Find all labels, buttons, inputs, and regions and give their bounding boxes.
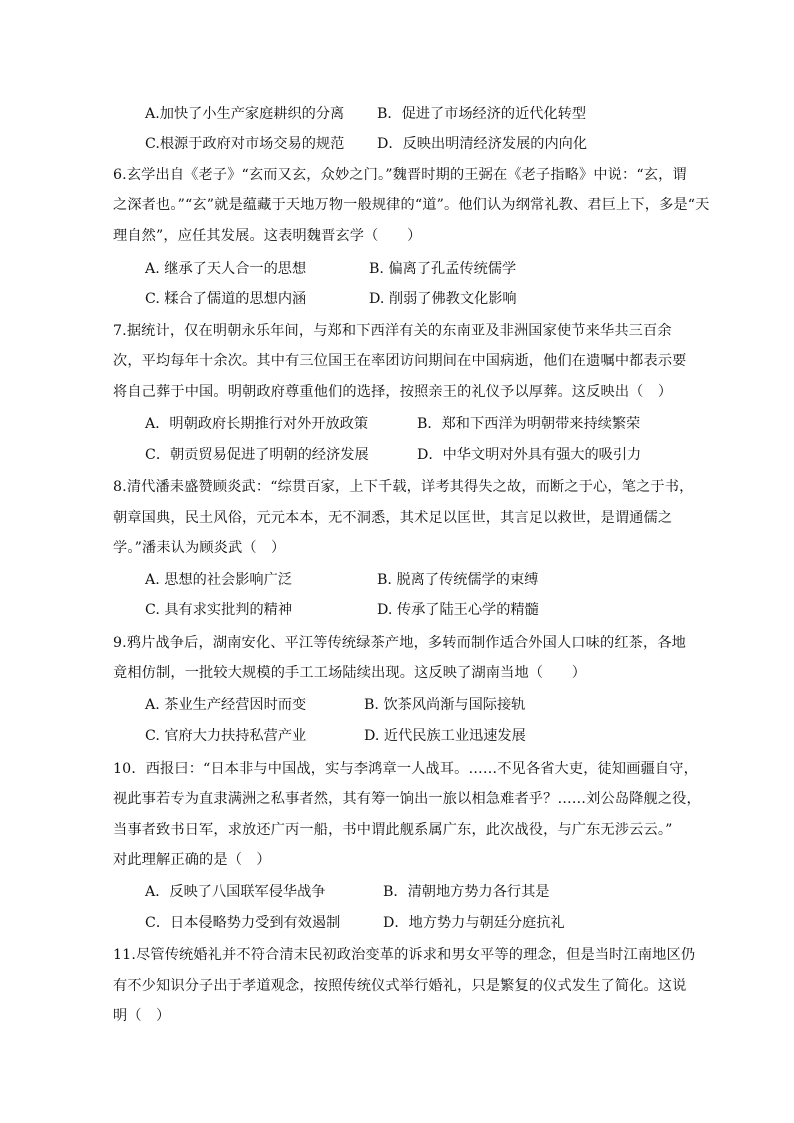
q7-option-c: C．朝贡贸易促进了明朝的经济发展: [145, 447, 369, 463]
q10-option-a: A．反映了八国联军侵华战争: [145, 884, 326, 900]
q8-option-d: D. 传承了陆王心学的精髓: [377, 602, 539, 618]
q6-option-b: B. 偏离了孔孟传统儒学: [369, 261, 517, 277]
q9-option-a: A. 茶业生产经营因时而变: [145, 697, 307, 713]
q7-option-d: D．中华文明对外具有强大的吸引力: [417, 447, 642, 463]
q6-option-d: D. 削弱了佛教文化影响: [369, 291, 517, 307]
q10-stem-line-3: 当事者致书日军，求放还广丙一船，书中谓此舰系属广东，此次战役，与广东无涉云云。”: [113, 822, 673, 838]
q5-option-c: C.根源于政府对市场交易的规范: [145, 136, 345, 152]
q9-stem-line-2: 竟相仿制，一批较大规模的手工工场陆续出现。这反映了湖南当地（ ）: [113, 665, 587, 681]
q9-option-c: C. 官府大力扶持私营产业: [145, 728, 307, 744]
q8-option-a: A. 思想的社会影响广泛: [145, 572, 292, 588]
q5-option-a: A.加快了小生产家庭耕织的分离: [145, 106, 345, 122]
q5-option-d: D．反映出明清经济发展的内向化: [377, 136, 588, 152]
q8-stem-line-2: 朝章国典，民土风俗，元元本本，无不洞悉，其术足以匡世，其言足以救世，是谓通儒之: [113, 510, 673, 526]
q7-stem-line-2: 次，平均每年十余次。其中有三位国王在率团访问期间在中国病逝，他们在遗嘱中都表示要: [113, 353, 687, 369]
q10-option-c: C．日本侵略势力受到有效遏制: [145, 915, 341, 931]
q10-stem-line-2: 视此事若专为直隶满洲之私事者然，其有筹一饷出一旅以相急难者乎？……刘公岛降舰之役，: [113, 791, 701, 807]
q6-stem-line-2: 之深者也。”“玄”就是蕴藏于天地万物一般规律的“道”。他们认为纲常礼教、君巨上下，多是“天: [113, 197, 710, 213]
q11-stem-line-2: 有不少知识分子出于孝道观念，按照传统仪式举行婚礼，只是繁复的仪式发生了简化。这说: [113, 978, 687, 994]
q6-stem-line-3: 理自然”，应任其发展。这表明魏晋玄学（ ）: [113, 228, 422, 244]
q11-stem-line-1: 11.尽管传统婚礼并不符合清末民初政治变革的诉求和男女平等的理念，但是当时江南地区仍: [113, 947, 696, 963]
q9-stem-line-1: 9.鸦片战争后，湖南安化、平江等传统绿茶产地，多转而制作适合外国人口味的红茶，各地: [113, 635, 687, 651]
q7-option-a: A．明朝政府长期推行对外开放政策: [145, 416, 369, 432]
q6-option-c: C. 糅合了儒道的思想内涵: [145, 291, 307, 307]
q7-option-b: B．郑和下西洋为明朝带来持续繁荣: [417, 416, 641, 432]
q11-stem-line-3: 明（ ）: [113, 1008, 171, 1024]
q10-option-b: B．清朝地方势力各行其是: [383, 884, 550, 900]
q5-option-b: B．促进了市场经济的近代化转型: [377, 106, 587, 122]
q8-stem-line-1: 8.清代潘耒盛赞顾炎武：“综贯百家，上下千载，详考其得失之故，而断之于心，笔之于书，: [113, 479, 694, 495]
q8-stem-line-3: 学。”潘耒认为顾炎武（ ）: [113, 540, 286, 556]
q7-stem-line-3: 将自己葬于中国。明朝政府尊重他们的选择，按照亲王的礼仪予以厚葬。这反映出（ ）: [113, 384, 673, 400]
q6-option-a: A. 继承了天人合一的思想: [145, 261, 307, 277]
q9-option-d: D. 近代民族工业迅速发展: [364, 728, 526, 744]
q8-option-c: C. 具有求实批判的精神: [145, 602, 293, 618]
q6-stem-line-1: 6.玄学出自《老子》“玄而又玄，众妙之门。”魏晋时期的王弼在《老子指略》中说：“玄，谓: [113, 167, 687, 183]
q7-stem-line-1: 7.据统计，仅在明朝永乐年间，与郑和下西洋有关的东南亚及非洲国家使节来华共三百余: [113, 323, 672, 339]
q8-option-b: B. 脱离了传统儒学的束缚: [377, 572, 539, 588]
q10-stem-line-1: 10．西报曰：“日本非与中国战，实与李鸿章一人战耳。……不见各省大吏，徒知画疆自守，: [113, 761, 698, 777]
q9-option-b: B. 饮茶风尚渐与国际接轨: [364, 697, 526, 713]
q10-stem-line-4: 对此理解正确的是（ ）: [113, 852, 271, 868]
q10-option-d: D．地方势力与朝廷分庭抗礼: [383, 915, 565, 931]
